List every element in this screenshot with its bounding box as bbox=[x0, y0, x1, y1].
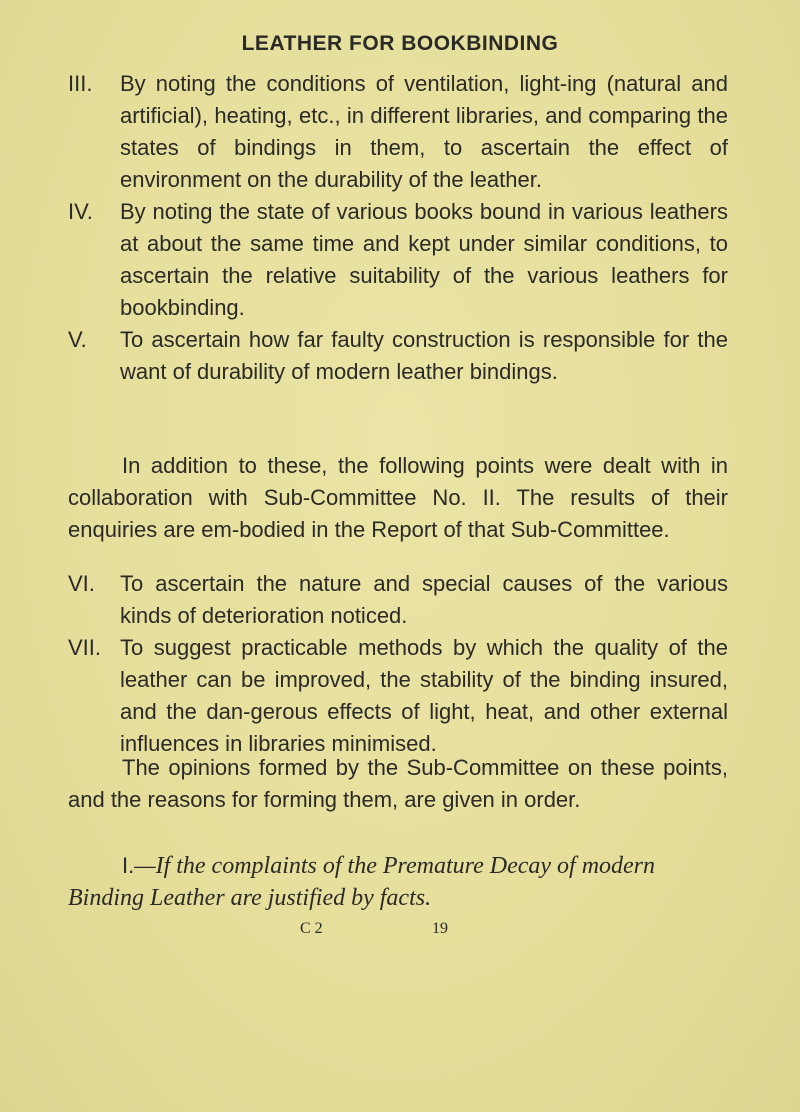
list-item bbox=[68, 68, 728, 196]
paragraph-collaboration bbox=[68, 450, 728, 546]
item-number: IV. bbox=[68, 199, 93, 224]
item-text: To ascertain how far faulty construction is responsible for the want of durability of modern leather bindings. bbox=[120, 327, 728, 384]
paragraph-text: In addition to these, the following points were dealt with in collaboration with Sub-Committee No. II. The results of their enquiries are em-bodied in the Report of that Sub-Committee. bbox=[68, 453, 728, 542]
item-text: By noting the conditions of ventilation, light-ing (natural and artificial), heating, etc., in different libraries, and comparing the states of bindings in them, to ascertain the effect of environment on the durability of the leather. bbox=[120, 71, 728, 192]
item-text: To ascertain the nature and special causes of the various kinds of deterioration noticed. bbox=[120, 571, 728, 628]
section-title: —If the complaints of the Premature Decay of modern Binding Leather are justified by facts. bbox=[68, 853, 656, 911]
paragraph-text: The opinions formed by the Sub-Committee on these points, and the reasons for forming them, are given in order. bbox=[68, 755, 728, 812]
running-head: LEATHER FOR BOOKBINDING bbox=[241, 32, 559, 55]
item-number: VII. bbox=[68, 635, 102, 660]
list-item bbox=[68, 632, 728, 760]
item-number: VI. bbox=[68, 571, 95, 596]
page-number: 19 bbox=[432, 920, 448, 937]
signature-mark: C 2 bbox=[300, 920, 323, 937]
list-item bbox=[68, 196, 728, 324]
list-item bbox=[68, 568, 728, 632]
list-item bbox=[68, 324, 728, 388]
item-number: III. bbox=[68, 71, 93, 96]
objectives-list-b bbox=[68, 568, 728, 760]
item-text: By noting the state of various books bound in various leathers at about the same time and kept under similar conditions, to ascertain the relative suitability of the various leathers for bookbinding. bbox=[120, 199, 728, 320]
section-heading bbox=[68, 850, 728, 914]
item-number: V. bbox=[68, 327, 87, 352]
section-number: I. bbox=[122, 853, 135, 878]
paragraph-opinions bbox=[68, 752, 728, 816]
item-text: To suggest practicable methods by which the quality of the leather can be improved, the stability of the binding insured, and the dan-gerous effects of light, heat, and other external influences in libraries minimised. bbox=[120, 635, 728, 756]
objectives-list-a bbox=[68, 68, 728, 388]
